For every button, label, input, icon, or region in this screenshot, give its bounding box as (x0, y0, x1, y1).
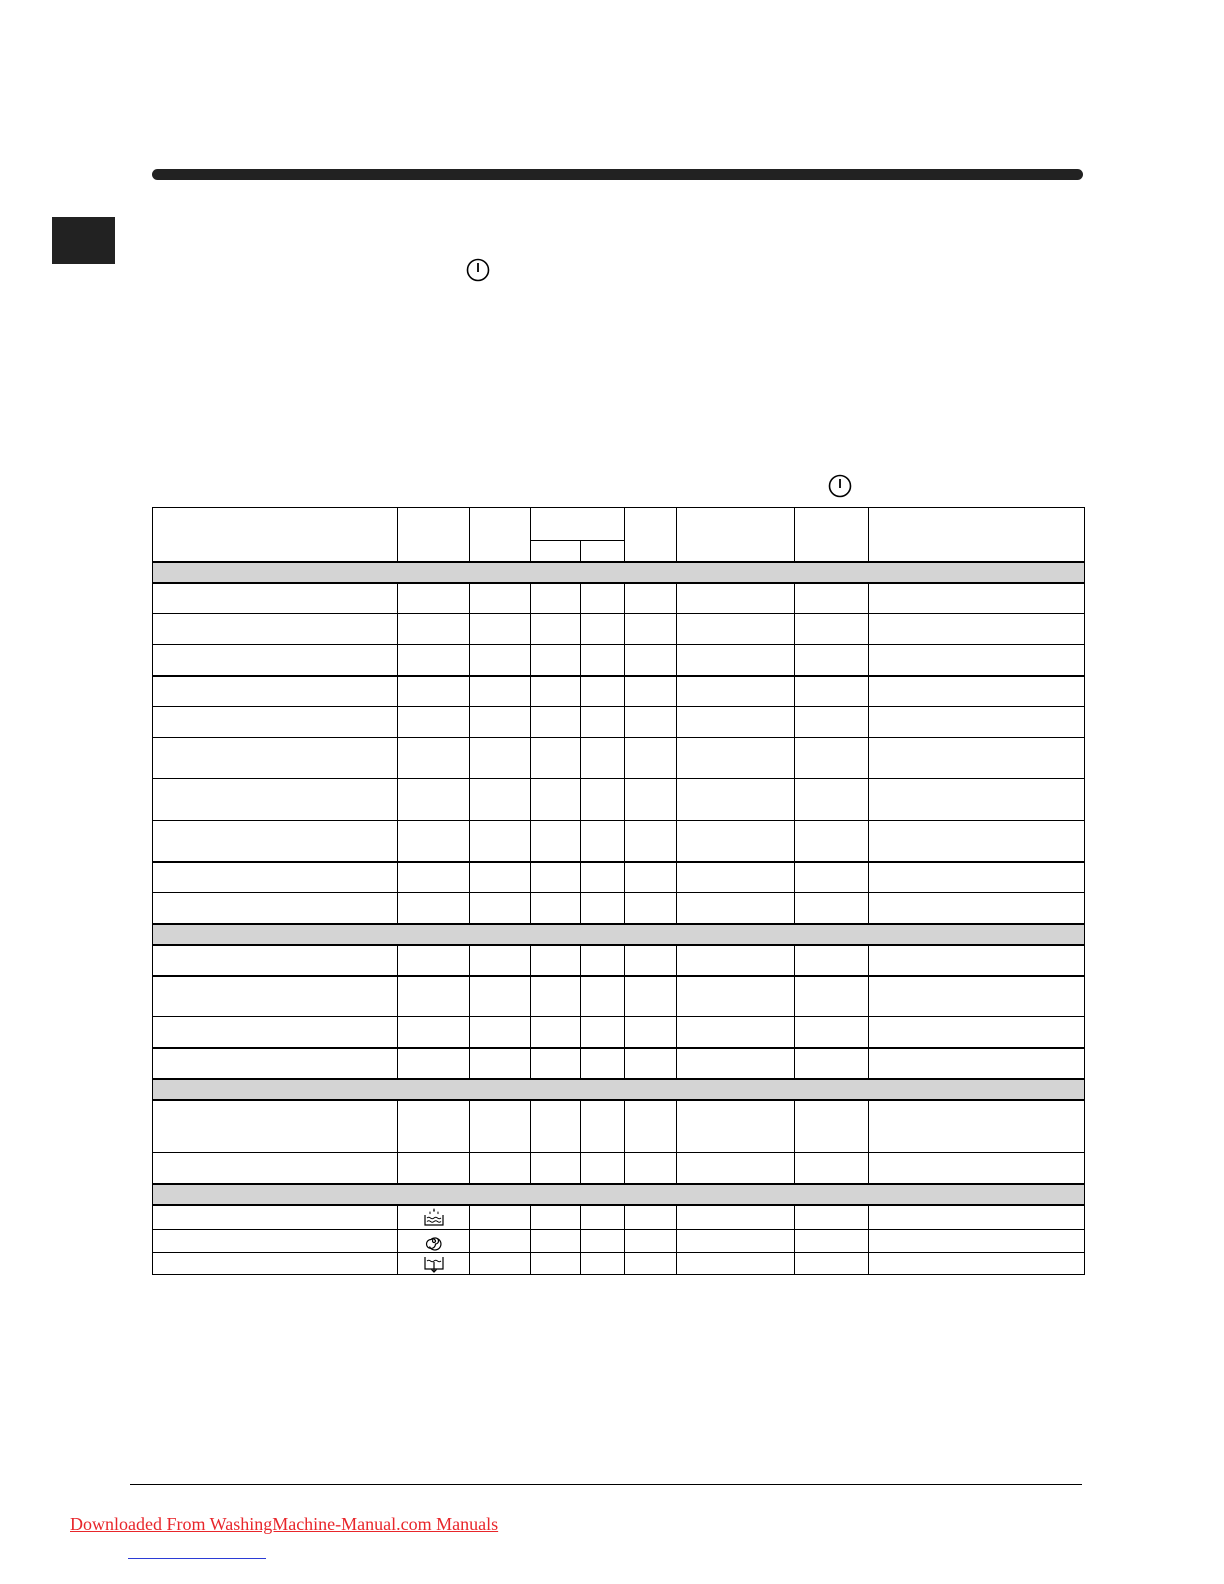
table-row (153, 1048, 1085, 1079)
section-header-row (153, 1184, 1085, 1205)
header-cell (531, 541, 581, 562)
table-row (153, 738, 1085, 779)
programme-table (152, 507, 1085, 1275)
table-row (153, 945, 1085, 976)
footer-download-link[interactable]: Downloaded From WashingMachine-Manual.com Manuals (70, 1514, 499, 1534)
table-row (153, 676, 1085, 707)
footer-underline (128, 1558, 266, 1559)
table-row (153, 1100, 1085, 1153)
spin-icon (398, 1230, 470, 1253)
table-row (153, 976, 1085, 1017)
drain-icon (398, 1253, 470, 1275)
header-cell (677, 508, 795, 562)
header-cell (398, 508, 470, 562)
table-row (153, 645, 1085, 676)
header-cell (153, 508, 398, 562)
table-row-drain (153, 1253, 1085, 1275)
table-row (153, 779, 1085, 821)
language-tab (52, 217, 115, 264)
section-header-row (153, 1079, 1085, 1100)
header-cell (869, 508, 1085, 562)
table-row (153, 707, 1085, 738)
table-row-spin (153, 1230, 1085, 1253)
header-cell (795, 508, 869, 562)
table-row (153, 614, 1085, 645)
rinse-icon (398, 1205, 470, 1230)
table-row (153, 893, 1085, 924)
header-cell (625, 508, 677, 562)
table-row (153, 862, 1085, 893)
table-header-row (153, 508, 1085, 541)
section-header-row (153, 924, 1085, 945)
table-row (153, 583, 1085, 614)
header-cell (470, 508, 531, 562)
section-header-row (153, 562, 1085, 583)
power-icon (466, 258, 490, 282)
table-row-rinse (153, 1205, 1085, 1230)
power-icon (828, 474, 852, 498)
header-cell (531, 508, 625, 541)
table-row (153, 821, 1085, 862)
header-cell (581, 541, 625, 562)
table-row (153, 1153, 1085, 1184)
table-row (153, 1017, 1085, 1048)
footer-rule (130, 1484, 1082, 1485)
header-bar (152, 169, 1083, 180)
